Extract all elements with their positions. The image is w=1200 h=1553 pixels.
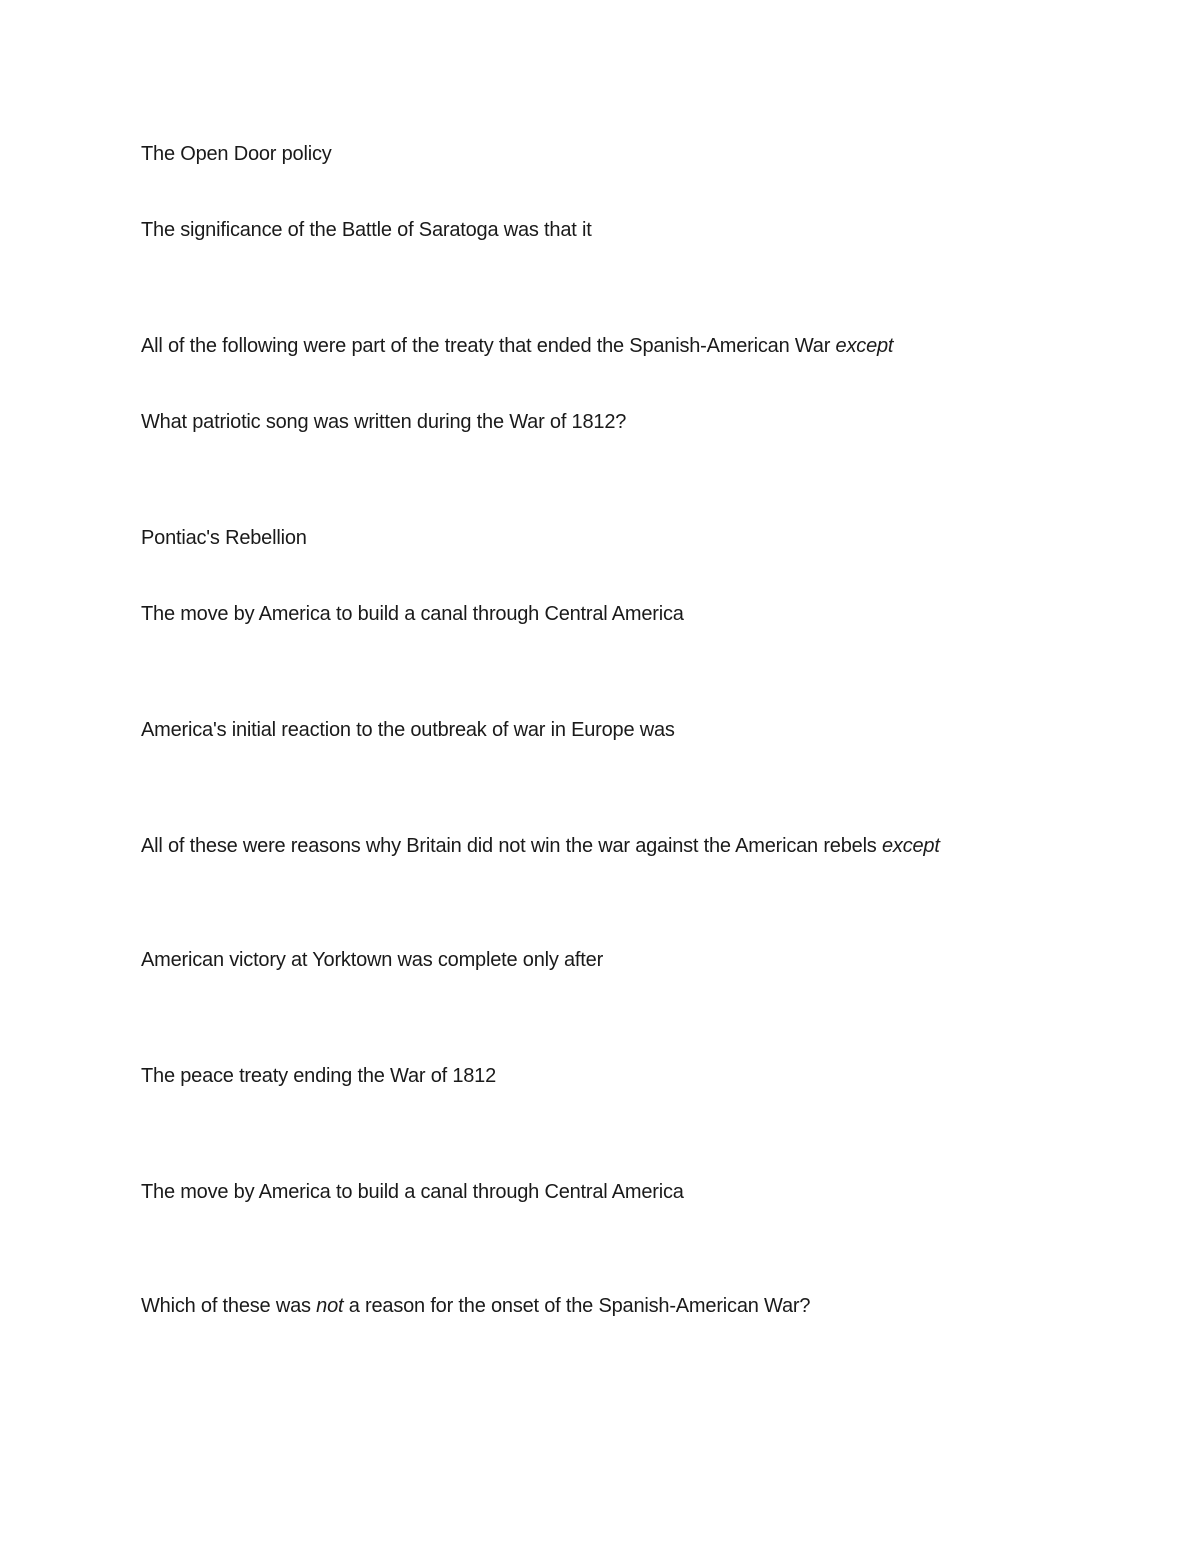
question-text: American victory at Yorktown was complete only after bbox=[141, 949, 604, 971]
question-text: Which of these was bbox=[141, 1295, 317, 1317]
question-line bbox=[141, 948, 603, 972]
emphasis-text: except bbox=[835, 335, 894, 357]
question-line bbox=[141, 834, 940, 858]
question-line bbox=[141, 410, 626, 434]
question-line bbox=[141, 602, 684, 626]
question-text: The Open Door policy bbox=[141, 143, 332, 165]
question-text: All of the following were part of the treaty that ended the Spanish-American War bbox=[141, 335, 836, 357]
question-text: The peace treaty ending the War of 1812 bbox=[141, 1065, 497, 1087]
question-line bbox=[141, 1294, 810, 1318]
question-line bbox=[141, 218, 592, 242]
question-text: What patriotic song was written during the War of 1812? bbox=[141, 411, 627, 433]
question-line bbox=[141, 1180, 684, 1204]
emphasis-text: except bbox=[881, 835, 940, 857]
question-line bbox=[141, 1064, 496, 1088]
question-line bbox=[141, 142, 332, 166]
question-text: The move by America to build a canal through Central America bbox=[141, 1181, 684, 1203]
question-line bbox=[141, 718, 675, 742]
emphasis-text: not bbox=[316, 1295, 344, 1317]
question-text-after: a reason for the onset of the Spanish-American War? bbox=[343, 1295, 811, 1317]
question-text: All of these were reasons why Britain did not win the war against the American rebels bbox=[141, 835, 882, 857]
question-text: America's initial reaction to the outbreak of war in Europe was bbox=[141, 719, 675, 741]
question-line bbox=[141, 526, 307, 550]
question-line bbox=[141, 334, 893, 358]
question-text: The move by America to build a canal through Central America bbox=[141, 603, 684, 625]
question-text: Pontiac's Rebellion bbox=[141, 527, 307, 549]
question-text: The significance of the Battle of Saratoga was that it bbox=[141, 219, 592, 241]
